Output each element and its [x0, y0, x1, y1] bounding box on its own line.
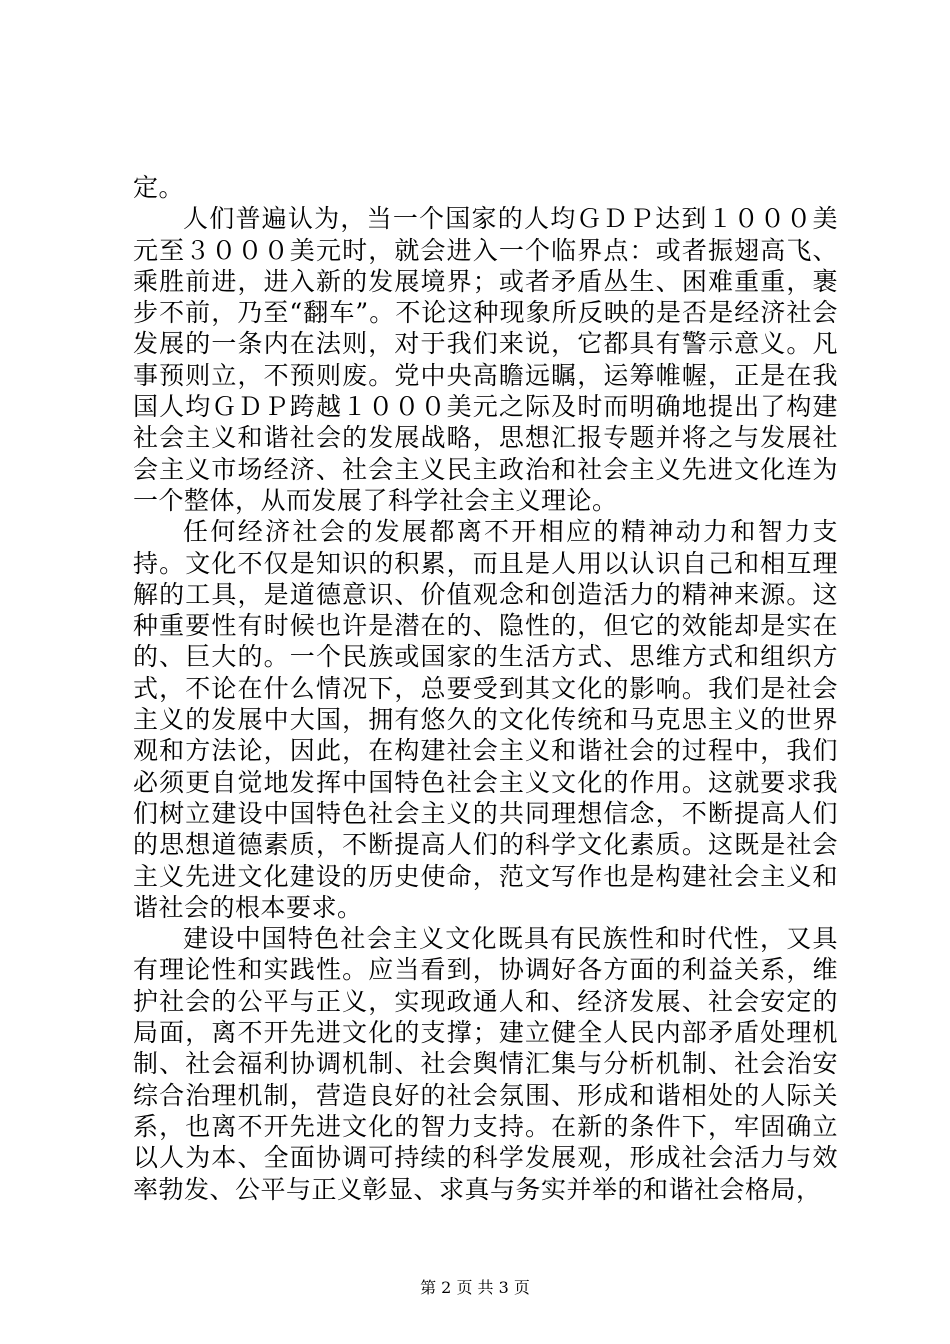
document-body	[133, 172, 838, 1205]
paragraph-gdp-threshold: 人们普遍认为，当一个国家的人均ＧＤＰ达到１０００美元至３０００美元时，就会进入一个临界点：或者振翅高飞、乘胜前进，进入新的发展境界；或者矛盾丛生、困难重重，裹步不前，乃至“翻车”。不论这种现象所反映的是否是经济社会发展的一条内在法则，对于我们来说，它都具有警示意义。凡事预则立，不预则废。党中央高瞻远瞩，运筹帷幄，正是在我国人均ＧＤＰ跨越１０００美元之际及时而明确地提出了构建社会主义和谐社会的发展战略，思想汇报专题并将之与发展社会主义市场经济、社会主义民主政治和社会主义先进文化连为一个整体，从而发展了科学社会主义理论。	[133, 204, 838, 515]
paragraph-socialist-culture: 建设中国特色社会主义文化既具有民族性和时代性，又具有理论性和实践性。应当看到，协调好各方面的利益关系，维护社会的公平与正义，实现政通人和、经济发展、社会安定的局面，离不开先进文化的支撑；建立健全人民内部矛盾处理机制、社会福利协调机制、社会舆情汇集与分析机制、社会治安综合治理机制，营造良好的社会氛围、形成和谐相处的人际关系，也离不开先进文化的智力支持。在新的条件下，牢固确立以人为本、全面协调可持续的科学发展观，形成社会活力与效率勃发、公平与正义彰显、求真与务实并举的和谐社会格局，	[133, 924, 838, 1204]
page-number-footer: 第 2 页 共 3 页	[420, 1278, 530, 1297]
paragraph-continuation: 定。	[133, 173, 185, 202]
paragraph-culture-support: 任何经济社会的发展都离不开相应的精神动力和智力支持。文化不仅是知识的积累，而且是人用以认识自己和相互理解的工具，是道德意识、价值观念和创造活力的精神来源。这种重要性有时候也许是潜在的、隐性的，但它的效能却是实在的、巨大的。一个民族或国家的生活方式、思维方式和组织方式，不论在什么情况下，总要受到其文化的影响。我们是社会主义的发展中大国，拥有悠久的文化传统和马克思主义的世界观和方法论，因此，在构建社会主义和谐社会的过程中，我们必须更自觉地发挥中国特色社会主义文化的作用。这就要求我们树立建设中国特色社会主义的共同理想信念，不断提高人们的思想道德素质，不断提高人们的科学文化素质。这既是社会主义先进文化建设的历史使命，范文写作也是构建社会主义和谐社会的根本要求。	[133, 517, 838, 922]
